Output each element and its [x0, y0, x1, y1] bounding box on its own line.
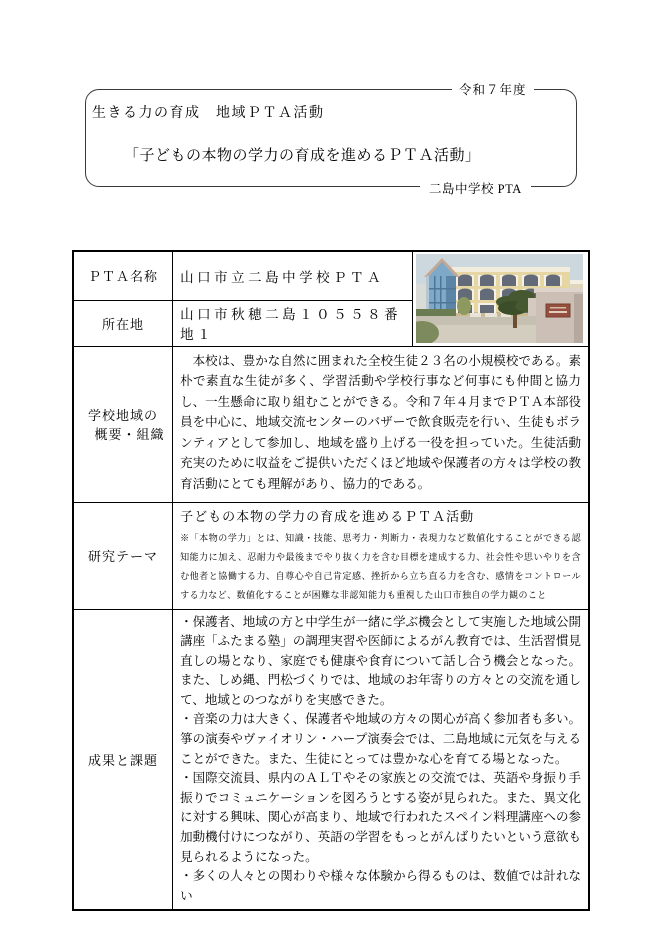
pta-name-label: ＰＴＡ名称 — [73, 251, 173, 300]
organization-label: 二島中学校 PTA — [420, 179, 531, 197]
title-box — [85, 89, 577, 187]
overview-label-line1: 学校地域の — [88, 408, 159, 423]
results-paragraph: ・国際交流員、県内のＡＬＴやその家族との交流では、英語や身振り手振りでコミュニケーションを図ろうとする姿が見られた。また、異文化に対する興味、関心が高まり、地域で行われたスペイン料理講座への参加動機付けにつながり、英語の学習をもっとがんばりたいという意欲も見られるようになった。 — [180, 771, 581, 864]
table-row — [73, 502, 589, 609]
small-tree — [457, 297, 471, 315]
school-photo — [416, 254, 583, 343]
results-paragraph: ・多くの人々との関わりや様々な体験から得るものは、数値では計れない — [180, 869, 581, 903]
results-label: 成果と課題 — [73, 609, 173, 910]
info-table — [72, 250, 590, 911]
title-line-2: 「子どもの本物の学力の育成を進めるＰＴＡ活動」 — [124, 148, 481, 164]
overview-label — [73, 346, 173, 502]
results-paragraph: ・音楽の力は大きく、保護者や地域の方々の関心が高く参加者も多い。箏の演奏やヴァイオリン・ハープ演奏会では、二島地域に元気を与えることができた。また、生徒にとっては豊かな心を育てる場となった。 — [180, 712, 581, 766]
results-cell — [173, 609, 589, 910]
photo-cell — [413, 251, 589, 346]
results-paragraph: ・保護者、地域の方と中学生が一緒に学ぶ機会として実施した地域公開講座「ふたまる塾」の調理実習や医師によるがん教育では、生活習慣見直しの場となり、家庭でも健康や食育について話し合う機会となった。また、しめ縄、門松づくりでは、地域のお年寄りの方々との交流を通して、地域とのつながりを実感できた。 — [180, 614, 581, 707]
pta-name-value: 山口市立二島中学校ＰＴＡ — [173, 251, 413, 300]
theme-note: ※「本物の学力」とは、知識・技能、思考力・判断力・表現力など数値化することができる認知能力に加え、忍耐力や最後までやり抜く力を含む目標を達成する力、社会性や思いやりを含む他者と協働する力、自尊心や自己肯定感、挫折から立ち直る力を含む、感情をコントロールする力など、数値化することが困難な非認知能力も重視した山口市独自の学力観のこと — [180, 532, 581, 600]
theme-title: 子どもの本物の学力の育成を進めるＰＴＡ活動 — [180, 508, 475, 524]
table-row — [73, 251, 589, 300]
overview-label-line2: 概要・組織 — [94, 427, 165, 442]
address-label: 所在地 — [73, 300, 173, 346]
gate-sign-plate — [546, 304, 570, 317]
table-row — [73, 609, 589, 910]
theme-label: 研究テーマ — [73, 502, 173, 609]
table-row — [73, 346, 589, 502]
stone-gate — [528, 288, 583, 343]
overview-text: 本校は、豊かな自然に囲まれた全校生徒２３名の小規模校である。素朴で素直な生徒が多く、学習活動や学校行事など何事にも仲間と協力し、一生懸命に取り組むことができる。令和７年４月までＰＴＡ本部役員を中心に、地域交流センターのバザーで飲食販売を行い、生徒もボランティアとして参加し、地域を盛り上げる一役を担っていた。生徒活動充実のために収益をご提供いただくほど地域や保護者の方々は学校の教育活動にとても理解があり、協力的である。 — [173, 346, 589, 502]
fiscal-year-label: 令和７年度 — [452, 80, 534, 98]
title-line-1: 生きる力の育成 地域ＰＴＡ活動 — [92, 106, 325, 121]
theme-cell — [173, 502, 589, 609]
address-value: 山口市秋穂二島１０５５８番地１ — [173, 300, 413, 346]
